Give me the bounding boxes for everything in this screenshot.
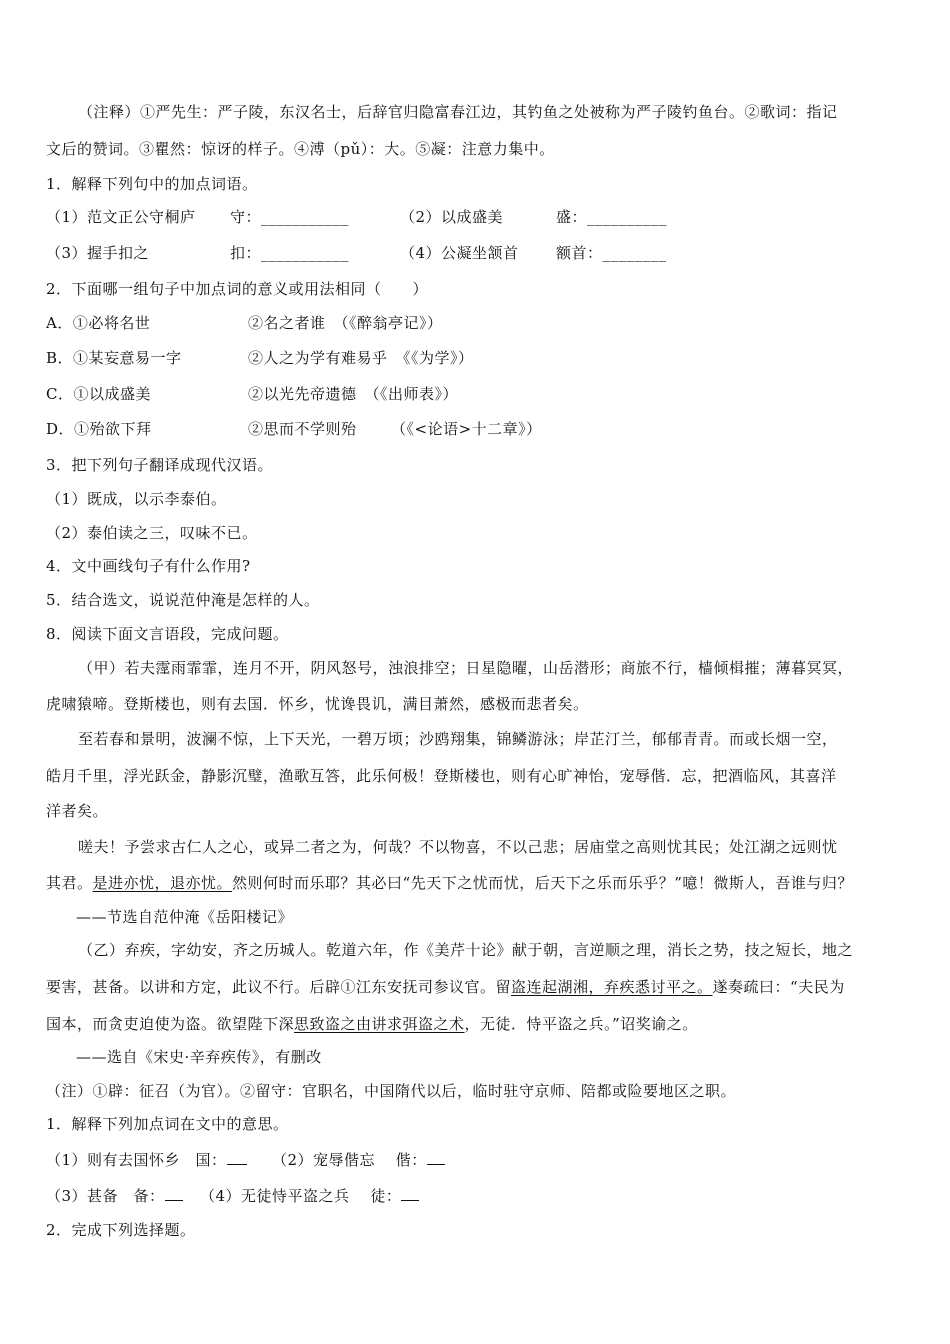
q1-row-1 bbox=[46, 207, 920, 229]
q1-item-3-word: 扣：___________ bbox=[230, 244, 350, 262]
option-d-second: ②思而不学则殆 bbox=[248, 420, 357, 438]
q8-sub2-title: 2．完成下列选择题。 bbox=[46, 1221, 196, 1239]
sub1-item-4: （4）无徒恃平盗之兵 徒： bbox=[200, 1186, 419, 1206]
q2-option-d[interactable] bbox=[46, 419, 920, 441]
sub1-item-3: （3）甚备 备： bbox=[46, 1186, 183, 1206]
passage-yi-line-3: 国本，而贪吏迫使为盗。欲望陛下深思致盗之由讲求弭盗之术，无徒．恃平盗之兵。”诏奖谕之。 bbox=[46, 1015, 698, 1033]
q3-sentence-1: （1）既成，以示李泰伯。 bbox=[46, 490, 227, 508]
q1-item-3-sentence: （3）握手扣之 bbox=[46, 244, 150, 262]
answer-blank[interactable]: ___________ bbox=[261, 208, 350, 226]
passage-jia-line-5: 洋者矣。 bbox=[46, 802, 109, 820]
option-a-second: ②名之者谁 （《醉翁亭记》） bbox=[248, 314, 443, 332]
q2-option-b[interactable] bbox=[46, 348, 920, 370]
answer-blank[interactable]: __________ bbox=[587, 208, 668, 226]
option-c-first: C．①以成盛美 bbox=[46, 385, 151, 403]
q1-item-1-sentence: （1）范文正公守桐庐 bbox=[46, 208, 196, 226]
passage-jia-line-3: 至若春和景明，波澜不惊，上下天光，一碧万顷；沙鸥翔集，锦鳞游泳；岸芷汀兰，郁郁青青。而或长烟一空， bbox=[78, 730, 838, 748]
option-a-first: A．①必将名世 bbox=[46, 314, 151, 332]
q8-sub1-title: 1．解释下列加点词在文中的意思。 bbox=[46, 1115, 289, 1133]
q4-title: 4．文中画线句子有什么作用? bbox=[46, 557, 251, 575]
q3-sentence-2: （2）泰伯读之三，叹味不已。 bbox=[46, 524, 258, 542]
option-d-first: D．①殆欲下拜 bbox=[46, 420, 152, 438]
underlined-sentence: 思致盗之由讲求弭盗之术 bbox=[294, 1015, 465, 1033]
passage-jia-line-7: 其君。是进亦忧，退亦忧。然则何时而乐耶？其必曰“先天下之忧而忧，后天下之乐而乐乎？”噫！微斯人，吾谁与归？ bbox=[46, 874, 853, 892]
q1-row-2 bbox=[46, 243, 920, 265]
sub1-item-1: （1）则有去国怀乡 国： bbox=[46, 1150, 247, 1170]
q2-title: 2．下面哪一组句子中加点词的意义或用法相同（ ） bbox=[46, 280, 429, 298]
q1-item-2-sentence: （2）以成盛美 bbox=[400, 208, 504, 226]
note-line-2: 文后的赞词。③瞿然：惊讶的样子。④溥（pǔ）：大。⑤凝：注意力集中。 bbox=[46, 140, 555, 158]
q8-title: 8．阅读下面文言语段，完成问题。 bbox=[46, 625, 289, 643]
answer-blank[interactable] bbox=[165, 1186, 183, 1201]
answer-blank[interactable]: ________ bbox=[602, 244, 667, 262]
passage-jia-line-4: 皓月千里，浮光跃金，静影沉璧，渔歌互答，此乐何极！登斯楼也，则有心旷神怡，宠辱偕．忘，把酒临风，其喜洋 bbox=[46, 767, 837, 785]
option-d-source: （《<论语>十二章》） bbox=[391, 420, 542, 438]
q1-item-4-word: 额首：________ bbox=[556, 244, 667, 262]
answer-blank[interactable] bbox=[227, 1150, 247, 1165]
answer-blank[interactable] bbox=[401, 1186, 419, 1201]
q1-item-1-word: 守：___________ bbox=[230, 208, 350, 226]
passage-jia-line-2: 虎啸猿啼。登斯楼也，则有去国．怀乡，忧谗畏讥，满目萧然，感极而悲者矣。 bbox=[46, 695, 589, 713]
q8-sub1-row-2 bbox=[46, 1186, 920, 1208]
option-b-second: ②人之为学有难易乎 《《为学》） bbox=[248, 349, 474, 367]
q2-option-c[interactable] bbox=[46, 384, 920, 406]
q1-item-2-word: 盛：__________ bbox=[556, 208, 668, 226]
passage-note: （注）①辟：征召（为官）。②留守：官职名，中国隋代以后，临时驻守京师、陪都或险要地区之职。 bbox=[46, 1082, 737, 1100]
option-c-second: ②以光先帝遗德 （《出师表》） bbox=[248, 385, 459, 403]
underlined-sentence: 盗连起湖湘，弃疾悉讨平之。 bbox=[511, 978, 713, 996]
passage-jia-source: ——节选自范仲淹《岳阳楼记》 bbox=[76, 908, 294, 926]
q1-title: 1．解释下列句中的加点词语。 bbox=[46, 175, 258, 193]
q8-sub1-row-1 bbox=[46, 1150, 920, 1172]
q2-option-a[interactable] bbox=[46, 313, 920, 335]
note-line-1: （注释）①严先生：严子陵，东汉名士，后辞官归隐富春江边，其钓鱼之处被称为严子陵钓鱼台。②歌词：指记 bbox=[78, 103, 838, 121]
passage-yi-source: ——选自《宋史·辛弃疾传》，有删改 bbox=[76, 1048, 322, 1066]
sub1-item-2: （2）宠辱偕忘 偕： bbox=[272, 1150, 445, 1170]
passage-jia-line-1: （甲）若夫霪雨霏霏，连月不开，阴风怒号，浊浪排空；日星隐曜，山岳潜形；商旅不行，樯倾楫摧；薄暮冥冥， bbox=[78, 659, 854, 677]
answer-blank[interactable] bbox=[427, 1150, 445, 1165]
passage-yi-line-2: 要害，甚备。以讲和方定，此议不行。后辟①江东安抚司参议官。留盗连起湖湘，弃疾悉讨平之。遂奏疏曰：“夫民为 bbox=[46, 978, 845, 996]
passage-jia-line-6: 嗟夫！予尝求古仁人之心，或异二者之为，何哉？不以物喜，不以己悲；居庙堂之高则忧其民；处江湖之远则忧 bbox=[78, 838, 838, 856]
q1-item-4-sentence: （4）公凝坐颔首 bbox=[400, 244, 519, 262]
underlined-sentence: 是进亦忧，退亦忧。 bbox=[92, 874, 233, 892]
option-b-first: B．①某妄意易一字 bbox=[46, 349, 182, 367]
q5-title: 5．结合选文，说说范仲淹是怎样的人。 bbox=[46, 591, 320, 609]
q3-title: 3．把下列句子翻译成现代汉语。 bbox=[46, 456, 274, 474]
passage-yi-line-1: （乙）弃疾，字幼安，齐之历城人。乾道六年，作《美芹十论》献于朝，言逆顺之理，消长之势，技之短长，地之 bbox=[78, 941, 854, 959]
answer-blank[interactable]: ___________ bbox=[261, 244, 350, 262]
